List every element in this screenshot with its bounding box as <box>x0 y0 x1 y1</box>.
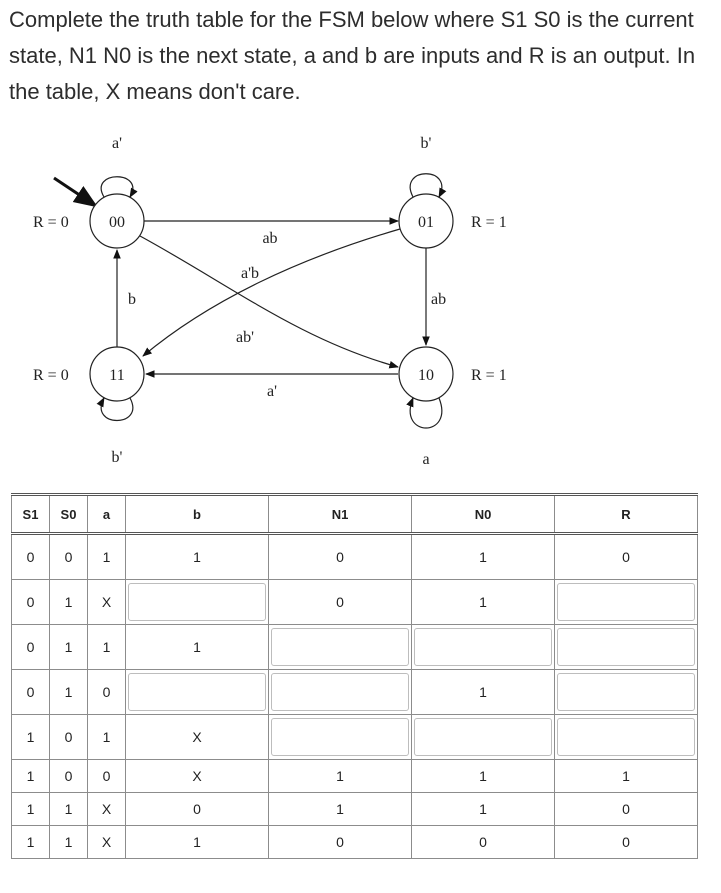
header-r: R <box>555 495 698 534</box>
cell-value: 1 <box>102 729 111 745</box>
cell-s0 <box>50 625 88 670</box>
table-row <box>12 826 698 859</box>
cell-n1 <box>269 715 412 760</box>
cell-n1 <box>269 826 412 859</box>
cell-value: X <box>192 768 202 784</box>
cell-n1 <box>269 534 412 580</box>
cell-value: 1 <box>26 801 35 817</box>
cell-s0 <box>50 760 88 793</box>
output-label-01: R = 1 <box>471 214 507 231</box>
cell-s0 <box>50 580 88 625</box>
cell-r <box>555 534 698 580</box>
state-00 <box>90 194 144 248</box>
cell-value: 0 <box>64 768 73 784</box>
cell-s1 <box>12 793 50 826</box>
selfloop-label-00: a' <box>112 135 122 152</box>
cell-value: 1 <box>479 549 487 565</box>
cell-n1 <box>269 580 412 625</box>
cell-n0 <box>412 826 555 859</box>
cell-value: 0 <box>336 834 344 850</box>
cell-value: 0 <box>102 684 111 700</box>
cell-value: X <box>101 801 112 817</box>
cell-value: 1 <box>102 549 111 565</box>
cell-r <box>555 670 698 715</box>
cell-a <box>88 534 126 580</box>
cell-value: 0 <box>622 801 630 817</box>
cell-r <box>555 715 698 760</box>
truth-table <box>11 493 698 859</box>
transition-label-11-00: b <box>128 291 136 308</box>
cell-a <box>88 670 126 715</box>
cell-n1 <box>269 670 412 715</box>
cell-s1 <box>12 826 50 859</box>
answer-input[interactable] <box>128 583 266 621</box>
cell-b <box>126 580 269 625</box>
cell-value: 1 <box>64 834 73 850</box>
selfloop-10 <box>410 398 442 428</box>
cell-n1 <box>269 625 412 670</box>
cell-value: 1 <box>336 801 344 817</box>
cell-value: 1 <box>64 801 73 817</box>
cell-s0 <box>50 793 88 826</box>
table-row <box>12 534 698 580</box>
cell-value: 1 <box>26 834 35 850</box>
cell-value: 1 <box>479 801 487 817</box>
answer-input[interactable] <box>128 673 266 711</box>
state-11 <box>90 347 144 401</box>
state-10 <box>399 347 453 401</box>
cell-value: 0 <box>336 594 344 610</box>
table-row <box>12 625 698 670</box>
answer-input[interactable] <box>557 583 695 621</box>
cell-value: 0 <box>64 729 73 745</box>
answer-input[interactable] <box>271 628 409 666</box>
cell-value: 1 <box>336 768 344 784</box>
table-row <box>12 793 698 826</box>
header-n1: N1 <box>269 495 412 534</box>
header-s0: S0 <box>50 495 88 534</box>
cell-b <box>126 715 269 760</box>
cell-s0 <box>50 670 88 715</box>
cell-s0 <box>50 826 88 859</box>
output-label-10: R = 1 <box>471 367 507 384</box>
cell-a <box>88 760 126 793</box>
table-row <box>12 715 698 760</box>
answer-input[interactable] <box>557 718 695 756</box>
cell-n1 <box>269 793 412 826</box>
transition-label-00-10: ab' <box>236 329 254 346</box>
transition-00-10 <box>140 236 398 367</box>
cell-r <box>555 625 698 670</box>
cell-n0 <box>412 760 555 793</box>
table-header-row <box>12 495 698 534</box>
cell-r <box>555 826 698 859</box>
cell-value: X <box>192 729 202 745</box>
cell-s1 <box>12 760 50 793</box>
cell-value: 1 <box>193 834 201 850</box>
cell-value: 0 <box>336 549 344 565</box>
cell-value: 1 <box>193 639 201 655</box>
cell-n0 <box>412 580 555 625</box>
cell-s0 <box>50 715 88 760</box>
cell-r <box>555 793 698 826</box>
state-01 <box>399 194 453 248</box>
cell-s1 <box>12 715 50 760</box>
answer-input[interactable] <box>557 628 695 666</box>
header-s1: S1 <box>12 495 50 534</box>
cell-value: 1 <box>26 729 35 745</box>
answer-input[interactable] <box>414 628 552 666</box>
selfloop-label-11: b' <box>111 449 123 466</box>
cell-value: 1 <box>26 768 35 784</box>
selfloop-label-01: b' <box>420 135 432 152</box>
initial-state-arrow <box>54 178 96 206</box>
header-n0: N0 <box>412 495 555 534</box>
cell-value: 0 <box>193 801 201 817</box>
cell-value: 0 <box>479 834 487 850</box>
cell-s1 <box>12 625 50 670</box>
selfloop-label-10: a <box>422 451 430 468</box>
question-text: Complete the truth table for the FSM below where S1 S0 is the current state, N1 N0 is the next state, a and b are inputs and R is an output. In the table, X means don't care. <box>9 7 696 104</box>
cell-b <box>126 826 269 859</box>
cell-value: 0 <box>26 639 35 655</box>
cell-value: 0 <box>26 594 35 610</box>
cell-value: 1 <box>479 594 487 610</box>
header-b: b <box>126 495 269 534</box>
cell-a <box>88 793 126 826</box>
table-row <box>12 760 698 793</box>
state-label: 11 <box>109 367 125 384</box>
cell-a <box>88 715 126 760</box>
answer-input[interactable] <box>271 718 409 756</box>
cell-n0 <box>412 670 555 715</box>
cell-value: 1 <box>102 639 111 655</box>
cell-b <box>126 760 269 793</box>
state-label: 10 <box>418 367 434 384</box>
cell-value: 0 <box>26 684 35 700</box>
cell-value: 1 <box>622 768 630 784</box>
cell-a <box>88 826 126 859</box>
truth-table-body <box>12 534 698 859</box>
answer-input[interactable] <box>557 673 695 711</box>
cell-b <box>126 793 269 826</box>
cell-s0 <box>50 534 88 580</box>
table-row <box>12 580 698 625</box>
cell-n0 <box>412 793 555 826</box>
answer-input[interactable] <box>414 718 552 756</box>
table-row <box>12 670 698 715</box>
state-label: 00 <box>109 214 125 231</box>
transition-label-10-11: a' <box>267 383 277 400</box>
cell-b <box>126 625 269 670</box>
transition-01-11 <box>143 229 400 356</box>
cell-r <box>555 760 698 793</box>
cell-value: 1 <box>193 549 201 565</box>
transition-label-00-01: ab <box>262 230 278 247</box>
cell-value: X <box>101 594 112 610</box>
cell-a <box>88 580 126 625</box>
cell-r <box>555 580 698 625</box>
cell-n0 <box>412 715 555 760</box>
cell-s1 <box>12 670 50 715</box>
state-label: 01 <box>418 214 434 231</box>
cell-value: 1 <box>64 639 73 655</box>
output-label-11: R = 0 <box>33 367 69 384</box>
cell-b <box>126 534 269 580</box>
cell-b <box>126 670 269 715</box>
transition-label-01-10: ab <box>431 291 447 308</box>
cell-a <box>88 625 126 670</box>
cell-value: 0 <box>102 768 111 784</box>
cell-value: 1 <box>479 768 487 784</box>
cell-value: 0 <box>622 834 630 850</box>
cell-value: 0 <box>64 549 73 565</box>
cell-value: 1 <box>64 594 73 610</box>
cell-value: 0 <box>622 549 630 565</box>
cell-value: 1 <box>479 684 487 700</box>
cell-value: X <box>101 834 112 850</box>
transition-label-01-11: a'b <box>241 265 259 282</box>
cell-value: 0 <box>26 549 35 565</box>
cell-n0 <box>412 534 555 580</box>
cell-n1 <box>269 760 412 793</box>
output-label-00: R = 0 <box>33 214 69 231</box>
cell-value: 1 <box>64 684 73 700</box>
cell-n0 <box>412 625 555 670</box>
answer-input[interactable] <box>271 673 409 711</box>
cell-s1 <box>12 580 50 625</box>
header-a: a <box>88 495 126 534</box>
cell-s1 <box>12 534 50 580</box>
